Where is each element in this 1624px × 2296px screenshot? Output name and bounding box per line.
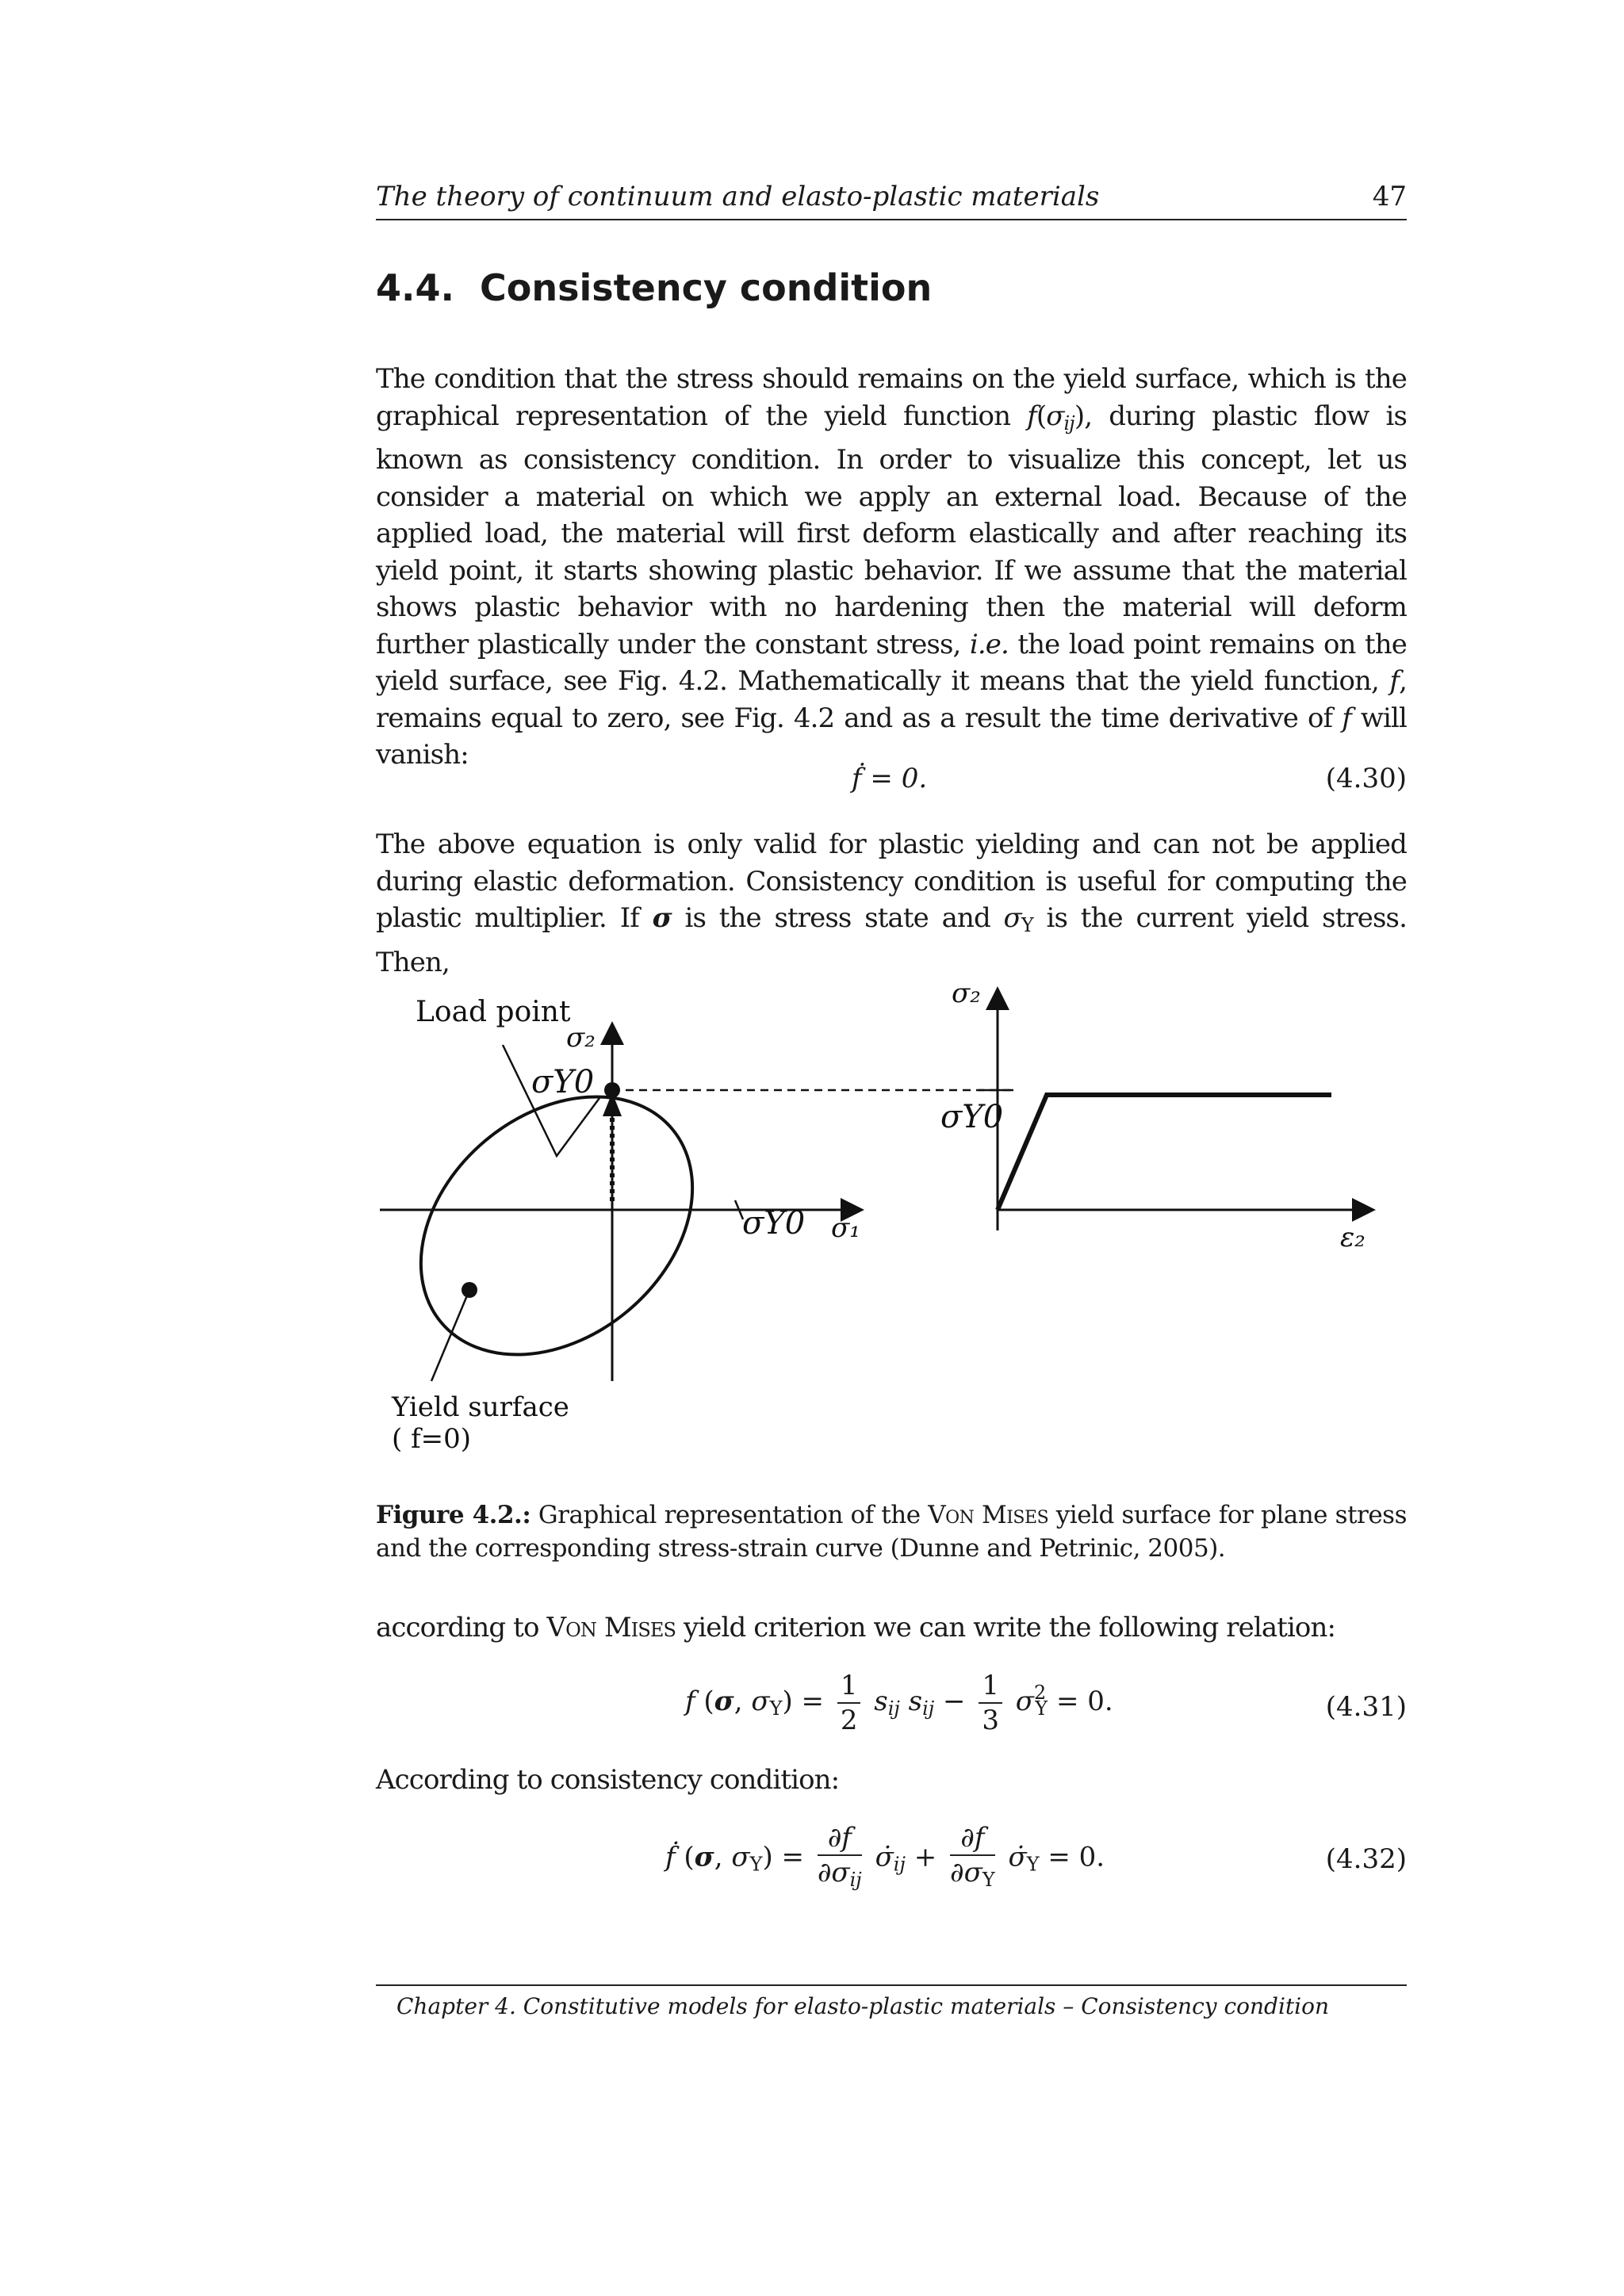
caption-label: Figure 4.2.: — [376, 1501, 531, 1529]
sigma1-label: σ₁ — [831, 1212, 860, 1244]
load-point-label: Load point — [416, 996, 571, 1028]
page-number: 47 — [1372, 181, 1407, 212]
yield-surface-label: Yield surface — [392, 1391, 569, 1423]
stress-strain-curve — [998, 1095, 1331, 1210]
equation-number: (4.31) — [1325, 1691, 1407, 1723]
running-footer: Chapter 4. Constitutive models for elasto-plastic materials – Consistency condition — [396, 1993, 1330, 2019]
yield-surface-figure — [376, 975, 1407, 1483]
sigma-y0-label-curve: σY0 — [940, 1099, 1004, 1135]
figure-caption: Figure 4.2.: Graphical representation of the Von Mises yield surface for plane stress and the corresponding stress-strain curve (Dunne and Petrinic, 2005). — [376, 1501, 1408, 1563]
running-head-title: The theory of continuum and elasto-plastic materials — [376, 181, 1100, 212]
paragraph-consistency: According to consistency condition: — [376, 1764, 840, 1796]
sigma-y0-label-right: σY0 — [742, 1205, 806, 1242]
equation-4-31: f (σ, $\sigma_Y$) = $\frac{1}{2}$ $s_{ij}$ $s_{ij}$ − $\frac{1}{3}$ $\sigma^2_Y = 0$. (4.31) — [685, 1670, 1407, 1736]
sigma2-label-right: σ₂ — [952, 978, 981, 1009]
equation-number: (4.32) — [1325, 1843, 1407, 1875]
sigma2-label-left: σ₂ — [566, 1022, 596, 1054]
section-number: 4.4. — [376, 266, 454, 309]
load-point-leader — [503, 1045, 599, 1156]
paragraph-consistency-intro: The condition that the stress should remains on the yield surface, which is the graphical representation of the yield function $f(\sigma_{ij})$, during plastic flow is known as consistency condition. In order to visualize this concept, let us consider a material on which we apply an external load. Because of the applied load, the material will first deform elastically and after reaching its yield point, it starts showing plastic behavior. If we assume that the material shows plastic behavior with no hardening then the material will deform further plastically under the constant stress, i.e. the load point remains on the yield surface, see Fig. 4.2. Mathematically it means that the yield function, f, remains equal to zero, see Fig. 4.2 and as a result the time derivative of f will vanish: — [376, 363, 1407, 771]
section-title-text: Consistency condition — [480, 266, 933, 309]
f-equals-zero-label: ( f=0) — [392, 1423, 472, 1455]
equation-4-32: ḟ (σ, $\sigma_Y$) = $\frac{\partial f}{\partial\sigma_{ij}}$ $\sigmȧ_{ij}$ + $\frac{\partial f}{\partial\sigma_Y}$ $\sigmȧ_Y = 0$. (4.32) — [665, 1822, 1407, 1891]
running-head — [376, 181, 1407, 220]
yield-surface-leader — [431, 1290, 469, 1381]
paragraph-plastic-multiplier: The above equation is only valid for plastic yielding and can not be applied during elastic deformation. Consistency condition is useful for computing the plastic multiplier. If σ is the stress state and $\sigma_Y$ is the current yield stress. Then, — [376, 828, 1407, 978]
paragraph-von-mises: according to Von Mises yield criterion we can write the following relation: — [376, 1612, 1336, 1644]
figure-4-2 — [376, 975, 1407, 1483]
eps2-label: ε₂ — [1340, 1222, 1365, 1253]
equation-number: (4.30) — [1325, 763, 1407, 794]
sigma-y0-label-top: σY0 — [531, 1064, 595, 1100]
footer-rule — [376, 1984, 1407, 1986]
section-title — [376, 266, 932, 309]
